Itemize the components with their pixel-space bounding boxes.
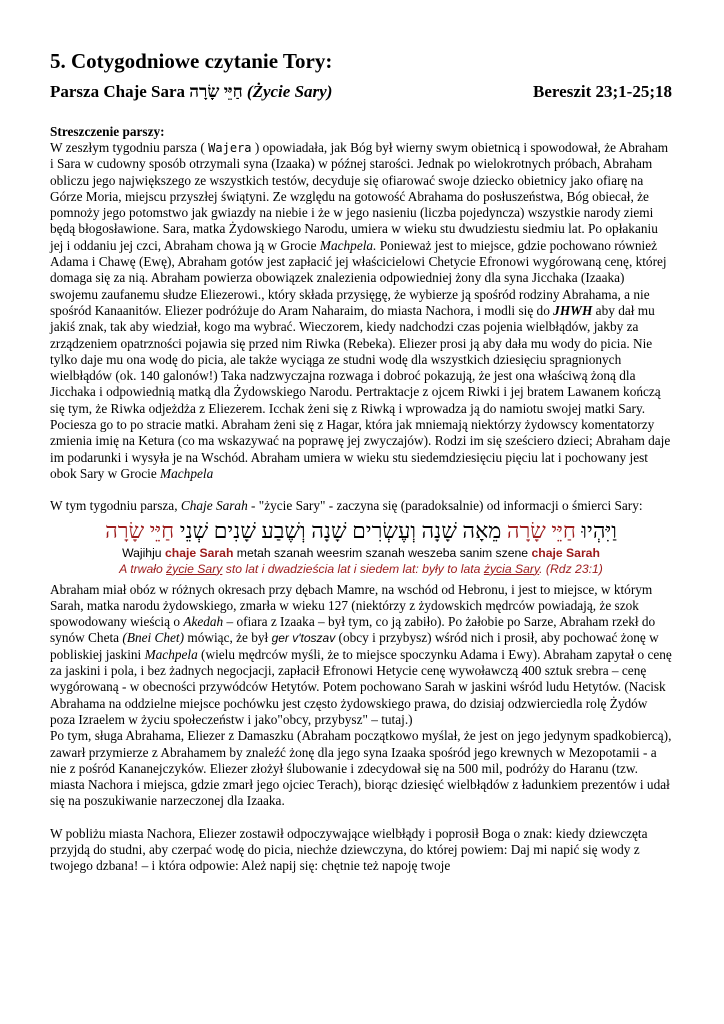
translit-highlight: chaje Sarah <box>531 545 600 560</box>
intro-text: W tym tygodniu parsza, <box>50 498 181 514</box>
parsha-hebrew: חַיֵּי שָׂרָה <box>189 82 243 101</box>
body-text: (obcy i przybysz) wśród nich i prosił, aby pochować żonę w pobliskiej jaskini <box>50 630 659 662</box>
parsha-wajera: Wajera <box>208 141 252 155</box>
body-text: – ofiara z Izaaka – był tym, co ją zabiło). Po żałobie po Sarze, Abraham rzekł do synów Cheta <box>50 614 656 646</box>
body-text: mówiąc, że był <box>184 630 272 646</box>
machpela-term: Machpela <box>144 646 198 662</box>
verse-translation <box>50 561 672 578</box>
bnei-chet-term: (Bnei Chet) <box>122 630 185 646</box>
parsha-subtitle <box>50 80 672 104</box>
verse-reference: . (Rdz 23:1) <box>539 561 603 576</box>
translation-text: A trwało <box>119 561 167 576</box>
summary-text: ) opowiadała, jak Bóg był wierny swym obietnicą i spowodował, że Abraham i Sara w cudowny sposób otrzymali syna (Izaaka) w późnej starości. Jednak po wielokrotnych próbach, Abraham obliczu jego największego ze wszystkich testów, decyduje się ofiarować swoje dziecko obietnicy jako ofiarę na Górze Moria, miejscu przyszłej świątyni. Ze względu na gotowość Abrahama do posłuszeństwa, Bóg obiecał, że pomnoży jego potomstwo jak gwiazdy na niebie i że w jego nasieniu (liczba pojedyncza) wszystkie narody ziemi będą błogosławione. Sara, matka Żydowskiego Narodu, umiera w wieku stu dwudziestu siedmiu lat. Po opłakaniu jej i oddaniu jej czci, Abraham chowa ją w Grocie <box>50 140 669 253</box>
summary-text: W zeszłym tygodniu parsza ( <box>50 140 209 155</box>
body-paragraph: Po tym, sługa Abrahama, Eliezer z Damaszku (Abraham początkowo myślał, że jest on jego jedynym spadkobiercą), zawarł przymierze z Abrahamem by znaleźć żonę dla jego syna Izaaka spośród jego krewnych w Mezopotamii - a nie z pośród Kananejczyków. Eliezer złożył ślubowanie i zdecydował się na 500 mil, podróży do Haranu (tzw. miasta Nachora i miejsca, gdzie zmarł jego ojciec Terach), biorąc dziesięć wielbłądów z ładunkiem prezentów i udał się na poszukiwanie narzeczonej dla Izaaka. <box>50 728 672 809</box>
translit-text: metah szanah weesrim szanah weszeba sanim szene <box>233 545 532 560</box>
body-paragraph: W pobliżu miasta Nachora, Eliezer zostawił odpoczywające wielbłądy i poprosił Boga o znak: kiedy dziewczęta przyjdą do studni, aby czerpać wodę do picia, niechże dziewczyna, do której powiem: Daj mi napić się wody z twojego dzbana! – i która odpowie: Ależ napij się: chętnie też napoję twoje <box>50 825 648 874</box>
page-title: 5. Cotygodniowe czytanie Tory: <box>50 49 333 73</box>
translit-text: Wajihju <box>122 545 165 560</box>
torah-reference: Bereszit 23;1-25;18 <box>533 82 672 101</box>
document-page <box>50 48 672 875</box>
verse-hebrew <box>50 517 672 545</box>
summary-text: aby dał mu jakiś znak, tak aby wiedział, kogo ma wybrać. Wieczorem, kiedy nadchodzi czas pojenia wielbłądów, jakby za zrządzeniem opatrzności pojawia się przed nim Riwka (Rebeka). Eliezer prosi ją aby dała mu wody do picia. Nie tylko daje mu ona wodę do picia, ale także wyciąga ze studni wodę dla wszystkich dziesięciu spragnionych wielbłądów (ok. 140 galonów!) Taka nadzwyczajna rozwaga i dobroć pokazują, że jest ona właściwą żoną dla Jicchaka i odpowiednią matką dla Żydowskiego Narodu. Pertraktacje z ojcem Riwki i jej bratem Lawanem kończą się tym, że Riwka odjeżdża z Eliezerem. Icchak żeni się z Riwką i wprowadza ją do namiotu swojej matki Sary. Pociesza go to po stracie matki. Abraham żeni się z Hagar, która jak mniemają niektórzy żydowscy komentatorzy zmienia imię na Ketura (co ma wskazywać na poprawę jej zwyczajów). Rodzi im się sześciero dzieci; Abraham daje im podarunki i wysyła je na Wschód. Abraham umiera w wieku stu siedemdziesięciu pięciu lat i pochowany jest obok Sary w Grocie <box>50 302 671 481</box>
parsha-label: Parsza Chaje Sara <box>50 82 186 101</box>
akedah-term: Akedah <box>183 614 224 630</box>
summary-heading: Streszczenie parszy: <box>50 124 165 139</box>
verse-hebrew-text: וַיִּהְיוּ <box>575 517 617 543</box>
body-paragraph <box>50 582 672 729</box>
parsha-polish: (Życie Sary) <box>246 82 333 101</box>
translation-text: sto lat i dwadzieścia lat i siedem lat: były to lata <box>222 561 484 576</box>
translation-highlight: życia Sary <box>483 561 540 576</box>
machpela-term: Machpela <box>160 465 214 481</box>
parsha-name <box>50 80 332 104</box>
parsha-term: Chaje Sarah <box>180 498 248 514</box>
verse-hebrew-text: מֵאָה שָׁנָה וְעֶשְׂרִים שָׁנָה וְשֶׁבַע שָׁנִים שְׁנֵי <box>174 517 507 543</box>
body-text: Abraham miał obóz w różnych okresach przy dębach Mamre, na wschód od Hebronu, i jest to miejsce, w którym Sarah, matka narodu żydowskiego, zmarła w wieku 127 (niektórzy z żydowskich mędrców powiadają, że szok spowodowany wieścią o <box>50 581 653 630</box>
divine-name: JHWH <box>553 302 593 318</box>
intro-text: - "życie Sary" - zaczyna się (paradoksalnie) od informacji o śmierci Sary: <box>247 498 643 514</box>
verse-transliteration <box>50 545 672 561</box>
intro-paragraph <box>50 498 672 514</box>
machpela-term: Machpela. <box>319 237 377 253</box>
body-text: (wielu mędrców myśli, że to miejsce spoczynku Adama i Ewy). Abraham zapytał o cenę za jaskini i pola, i bez żadnych negocjacji, zapłacił Efronowi Hetycie cenę wywoławczą 400 sztuk srebra – cenę wygórowaną - w obecności przywódców Hetytów. Potem pochowano Sarah w jaskini wśród ludu Hetytów. (Nacisk Abrahama na oddzielne miejsce pochówku jest często żydowskiego prawa, do dzisiaj odzwierciedla rolę Żydów poza Izraelem w życiu społeczeństw i jako"obcy, przybysz" – tutaj.) <box>50 646 672 727</box>
summary-text: Ponieważ jest to miejsce, gdzie pochowano również Adama i Chawę (Ewę), Abraham gotów jest zapłacić jej właścicielowi Chetycie Efronowi wygórowaną cenę, której domaga się za nią. Abraham powierza obowiązek znalezienia odpowiedniej żony dla syna Jicchaka (Izaaka) swojemu zaufanemu słudze Eliezerowi., który składa przysięgę, że wybierze ją spośród rodziny Abrahama, a nie spośród Kanaanitów. Eliezer podróżuje do Aram Naharaim, do miasta Nachora, i modli się do <box>50 237 667 318</box>
verse-hebrew-highlight: חַיֵּי שָׂרָה <box>506 517 576 543</box>
summary-paragraph <box>50 140 672 482</box>
verse-hebrew-highlight: חַיֵּי שָׂרָה <box>105 517 175 543</box>
ger-vtoszav-term: ger v'toszav <box>271 631 336 646</box>
translation-highlight: życie Sary <box>166 561 223 576</box>
translit-highlight: chaje Sarah <box>164 545 234 560</box>
